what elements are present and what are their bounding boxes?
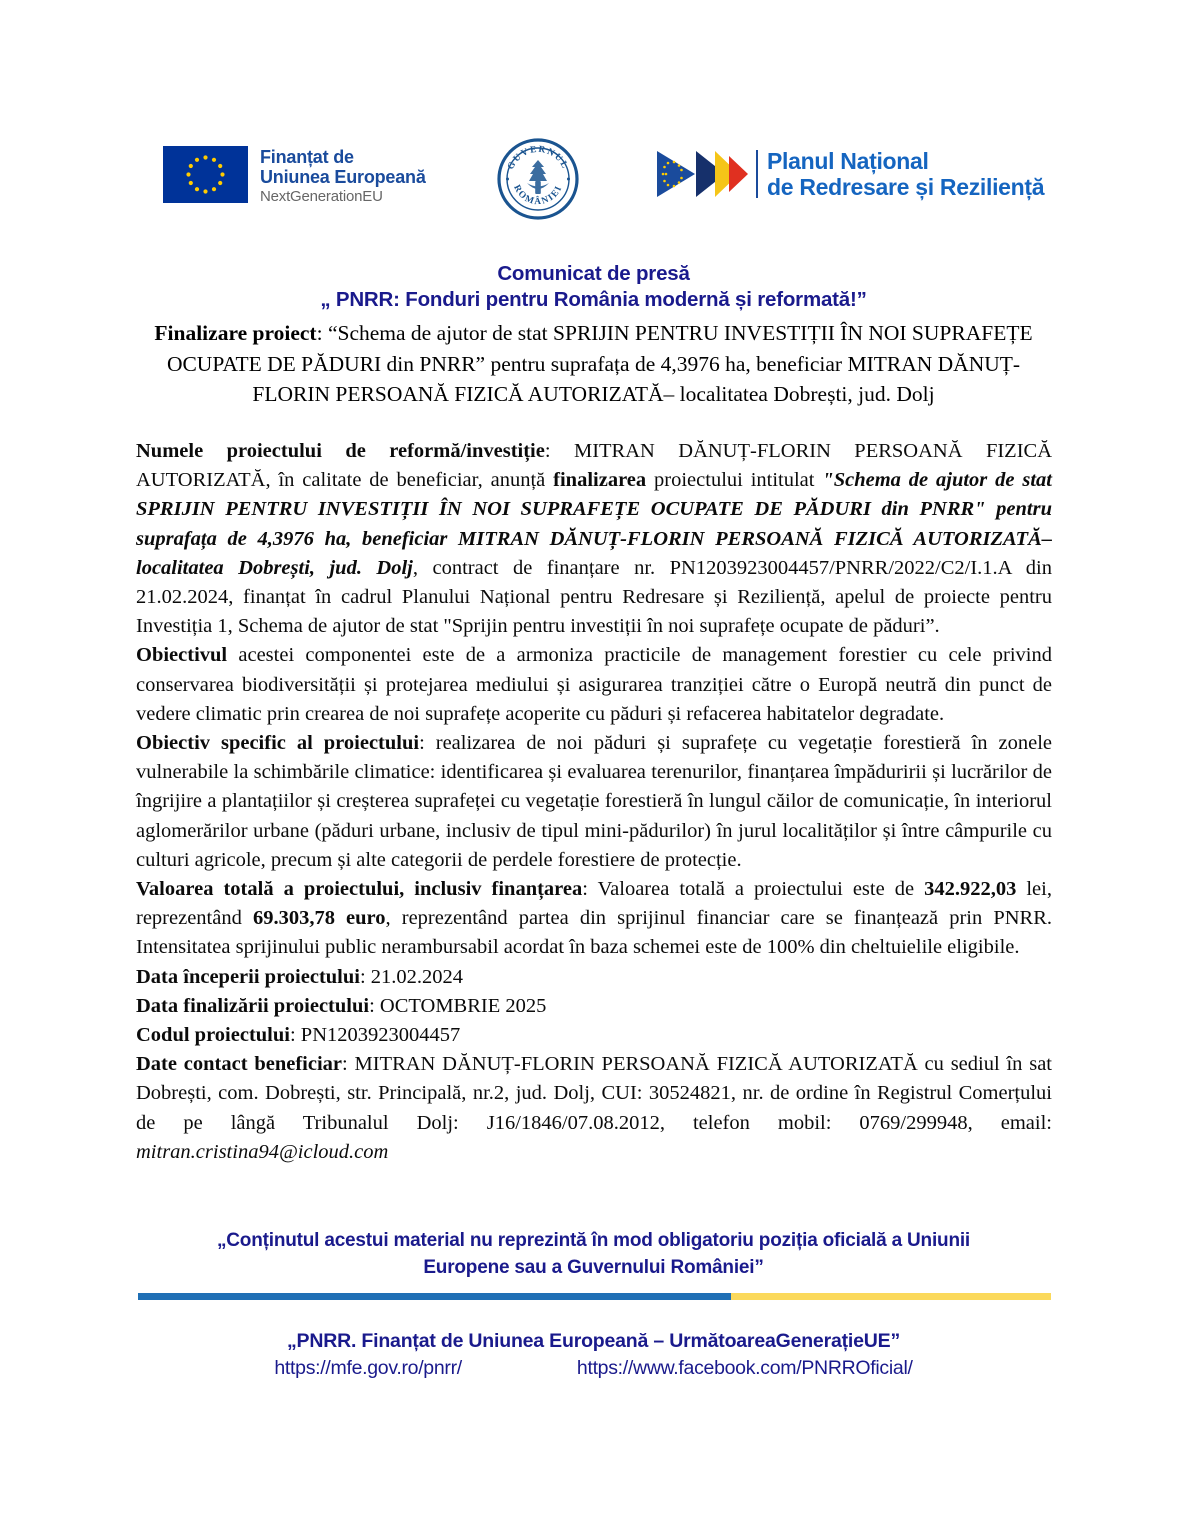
logo-bar: [0, 138, 1187, 223]
bar-segment-yellow: [731, 1293, 1051, 1300]
project-code-label: Codul proiectului: [136, 1024, 290, 1047]
svg-text:ROMÂNIEI: ROMÂNIEI: [511, 183, 565, 208]
total-value-seg3: , reprezentând partea din sprijinul financiar care se finanțează prin PNRR. Intensitatea sprijinului public nerambursabil acordat în baza schemei este de 100% din cheltuielile eligibile.: [136, 907, 1053, 959]
project-name-seg1: : MITRAN DĂNUȚ-FLORIN PERSOANĂ FIZICĂ AUTORIZATĂ: [136, 440, 1052, 492]
paragraph-project-code: [136, 1021, 1052, 1050]
paragraph-contact-details: [136, 1050, 1052, 1167]
page-subtitle-slogan: „ PNRR: Fonduri pentru România modernă și reformată!”: [320, 288, 867, 311]
project-name-seg2: , în calitate de beneficiar, anunță: [265, 469, 554, 492]
footer-links: [0, 1357, 1187, 1380]
pnrr-divider: [756, 150, 758, 198]
footer-title: „PNRR. Finanțat de Uniunea Europeană – UrmătoareaGenerațieUE”: [286, 1330, 901, 1352]
svg-text:GUVERNUL: GUVERNUL: [506, 144, 570, 172]
pnrr-logo-line1: Planul Național: [767, 148, 929, 174]
contact-label: Date contact beneficiar: [136, 1053, 342, 1076]
start-date-value: : 21.02.2024: [359, 965, 464, 988]
eu-flag-icon: [163, 146, 248, 203]
total-value-seg1: : Valoarea totală a proiectului este de: [582, 878, 925, 901]
amount-lei: 342.922,03: [924, 878, 1017, 901]
total-value-seg2: lei, reprezentând: [136, 878, 1052, 930]
pnrr-logo-text: [767, 148, 1044, 200]
tricolor-divider-bar: [138, 1293, 1051, 1300]
paragraph-specific-objective: [136, 729, 1052, 875]
pnrr-chevrons-icon: [655, 148, 750, 200]
paragraph-end-date: [136, 992, 1052, 1021]
bar-segment-blue: [138, 1293, 731, 1300]
document-body: [136, 437, 1052, 1167]
objective-label: Obiectivul: [136, 644, 228, 667]
project-finalization-heading: [148, 318, 1039, 410]
page-title: Comunicat de presă: [497, 262, 690, 285]
disclaimer-line2: Europene sau a Guvernului României”: [423, 1256, 764, 1278]
finalization-label: Finalizare proiect: [154, 321, 317, 345]
paragraph-start-date: [136, 963, 1052, 992]
end-date-label: Data finalizării proiectului: [136, 994, 370, 1017]
eu-logo-line3: NextGenerationEU: [260, 188, 383, 206]
start-date-label: Data începerii proiectului: [136, 965, 360, 988]
paragraph-objective: [136, 641, 1052, 729]
eu-logo-text: [260, 146, 426, 206]
specific-objective-text: : realizarea de noi păduri și suprafețe cu vegetație forestieră în zonele vulnerabile la schimbările climatice: identificarea și evaluarea terenurilor, finanțarea împăduririi și lucrărilor de îngrijire a plantațiilor și creșterea suprafeței cu vegetație forestieră în lungul căilor de comunicație, în interiorul aglomerărilor urbane (păduri urbane, inclusiv de tipul mini-pădurilor) în jurul localităților și între câmpurile cu culturi agricole, precum și alte categorii de perdele forestiere de protecție.: [136, 732, 1052, 871]
pnrr-logo: [655, 148, 1044, 200]
footer-link-facebook[interactable]: https://www.facebook.com/PNRROficial/: [576, 1357, 913, 1379]
footer-link-mfe[interactable]: https://mfe.gov.ro/pnrr/: [274, 1357, 462, 1379]
objective-text: acestei componentei este de a armoniza practicile de management forestier cu cele privind conservarea biodiversității și protejarea mediului și asigurarea tranziției către o Europă neutră din punct de vedere climatic prin crearea de noi suprafețe acoperite cu păduri și refacerea habitatelor degradate.: [136, 644, 1052, 725]
eu-logo-line1: Finanțat de: [260, 147, 354, 167]
finalization-text: : “Schema de ajutor de stat SPRIJIN PENTRU INVESTIȚII ÎN NOI SUPRAFEȚE OCUPATE DE PĂDURI din PNRR” pentru suprafața de 4,3976 ha, beneficiar MITRAN DĂNUȚ-FLORIN PERSOANĂ FIZICĂ AUTORIZATĂ– localitatea Dobrești, jud. Dolj: [166, 321, 1033, 407]
project-name-quoted-title: "Schema de ajutor de stat SPRIJIN PENTRU INVESTIȚII ÎN NOI SUPRAFEȚE OCUPATE DE PĂDURI din PNRR" pentru suprafața de 4,3976 ha, beneficiar MITRAN DĂNUȚ-FLORIN PERSOANĂ FIZICĂ AUTORIZATĂ– localitatea Dobrești, jud. Dolj: [136, 469, 1052, 579]
contact-email: mitran.cristina94@icloud.com: [136, 1140, 389, 1163]
project-name-label: Numele proiectului de reformă/investiție: [136, 440, 545, 462]
total-value-label: Valoarea totală a proiectului, inclusiv finanțarea: [136, 878, 583, 901]
pnrr-logo-line2: de Redresare și Reziliență: [767, 174, 1045, 201]
disclaimer-block: [148, 1228, 1039, 1282]
disclaimer-line1: „Conținutul acestui material nu reprezintă în mod obligatoriu poziția oficială a Uniunii: [216, 1230, 971, 1251]
paragraph-project-name: [136, 437, 1052, 641]
eu-funding-logo: [163, 146, 426, 206]
eu-logo-line2: Uniunea Europeană: [260, 167, 426, 188]
amount-euro: 69.303,78 euro: [252, 907, 386, 930]
end-date-value: : OCTOMBRIE 2025: [369, 994, 547, 1017]
romanian-government-seal-icon: [497, 138, 579, 220]
project-name-contract-info: , contract de finanțare nr. PN1203923004457/PNRR/2022/C2/I.1.A din 21.02.2024, finanțat în cadrul Planului Național pentru Redresare și Reziliență, apelul de proiecte pentru Investiția 1, Schema de ajutor de stat "Sprijin pentru investiții în noi suprafețe ocupate de păduri”.: [136, 556, 1052, 638]
project-name-seg3: finalizarea: [553, 469, 647, 492]
specific-objective-label: Obiectiv specific al proiectului: [136, 732, 420, 755]
project-name-seg4: proiectului intitulat: [646, 469, 823, 492]
contact-text: : MITRAN DĂNUȚ-FLORIN PERSOANĂ FIZICĂ AUTORIZATĂ cu sediul în sat Dobrești, com. Dobrești, str. Principală, nr.2, jud. Dolj, CUI: 30524821, nr. de ordine în Registrul Comerțului de pe lângă Tribunalul Dolj: J16/1846/07.08.2012, telefon mobil: 0769/299948, email:: [136, 1053, 1052, 1134]
project-code-value: : PN1203923004457: [289, 1024, 461, 1047]
paragraph-total-value: [136, 875, 1052, 963]
